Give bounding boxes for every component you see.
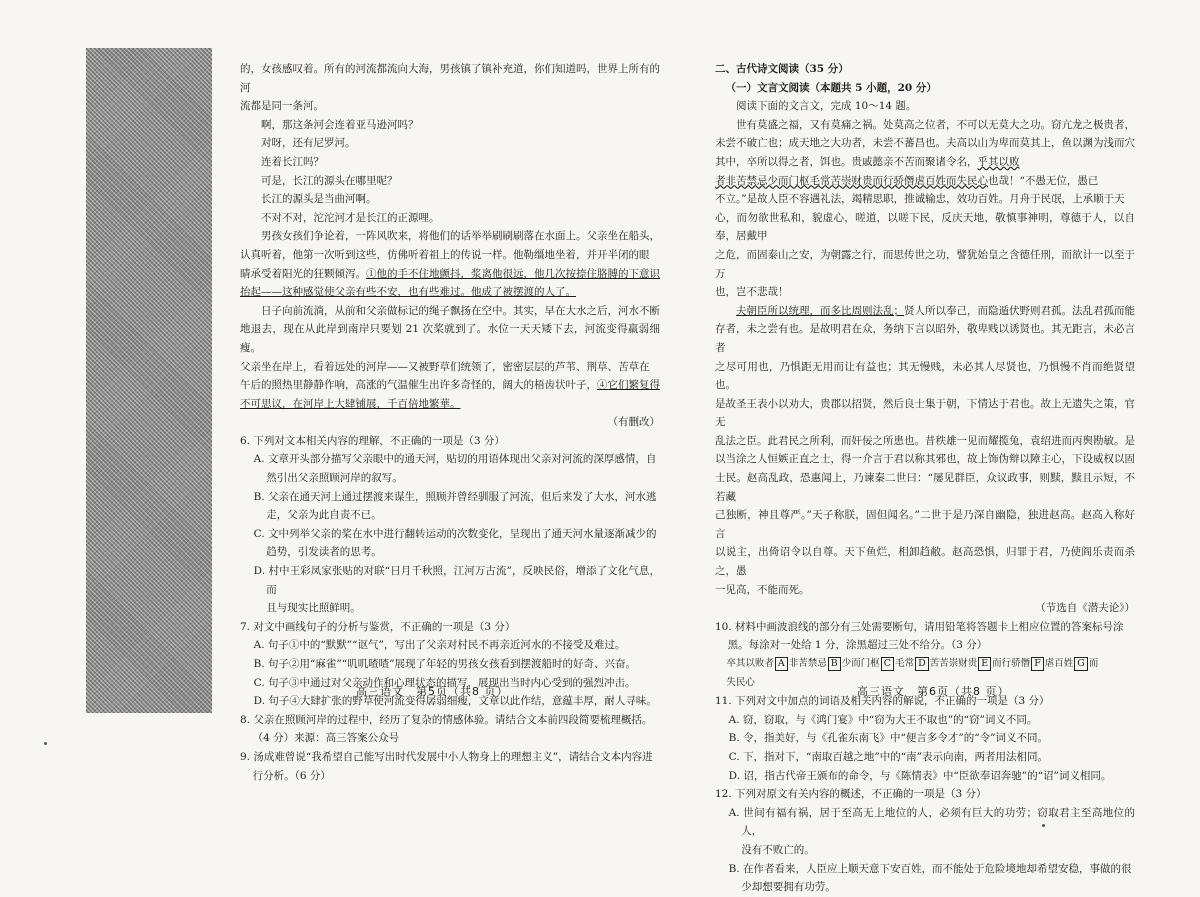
passage-line: 对呀，还有尼罗河。 — [261, 137, 356, 150]
q11-option-a: A. 窃，窃取，与《鸿门宴》中“窃为大王不取也”的“窃”词义不同。 — [728, 713, 1038, 726]
underlined-sentence-4: ④它们繁复得 — [597, 379, 660, 392]
passage-line: 男孩女孩们争论着，一阵风吹来，将他们的话举举刷刷刷落在水面上。父亲坐在船头， — [261, 230, 660, 243]
q10-phrase: 毛常 — [895, 658, 915, 669]
passage-text: 不立。”是故人臣不容遇礼法，竭精思职，推诚输忠，效功百姓。 — [715, 193, 1010, 206]
question-10-answer-line-cont: 失民心 — [726, 676, 755, 688]
q7-option-b: B. 句子②用“麻雀”“叽叽喳喳”展现了年轻的男孩女孩看到摆渡船时的好奇、兴奋。 — [253, 658, 637, 670]
question-10-stem: 10. 材料中画波浪线的部分有三处需要断句，请用铅笔将答题卡上相应位置的答案标号涂 — [715, 620, 1124, 633]
passage-line: 啊，那这条河会连着亚马逊河吗？ — [261, 118, 419, 131]
classical-passage-line — [715, 172, 1135, 191]
q7-option-a: A. 句子①中的“默默”“讴气”，写出了父亲对村民不再亲近河水的不接受及难过。 — [253, 639, 626, 652]
question-10-answer-line — [715, 655, 1135, 674]
q6-option-a: A. 文章开头部分描写父亲眼中的通天河，贴切的用语体现出父亲对河流的深厚感情，自 — [253, 453, 657, 466]
source-note: （有删改） — [607, 416, 660, 429]
q10-phrase: 而 — [1088, 658, 1099, 669]
passage-line: 日子向前流淌，从前和父亲做标记的绳子飘扬在空中。其实，早在大水之后，河水不断 — [261, 304, 660, 317]
q12-option-a-cont: 没有不败亡的。 — [741, 843, 815, 856]
classical-passage-line: 未尝不破亡也；成天地之大功者，未尝不蕃昌也。夫高以山为卑而莫其上，鱼以渊为浅而穴 — [715, 137, 1135, 150]
classical-passage-line: 以当涂之人恒嫉正直之士，得一介言于君以称其邪也，故上饰伪辩以障主心，下设威权以固 — [715, 453, 1135, 466]
right-page — [715, 60, 1135, 897]
underlined-sentence-4-cont: 不可思议，在河岸上大肆铺展，千百倍地繁華。 — [240, 397, 461, 410]
page-footer-left: 高三语文 第5页（共8 页） — [356, 685, 509, 698]
passage-line: 父亲坐在岸上，看着远处的河岸——又被野草们统领了，密密层层的芦苇、荆草、苦草在 — [240, 360, 650, 373]
passage-line — [240, 265, 660, 284]
classical-passage-line — [715, 153, 1135, 172]
classical-passage-line: 是故圣王表小以劝大，贵郡以招贤，然后良士集于朝，下情达于君也。故上无遗失之策，官无 — [715, 397, 1135, 429]
wavy-line-segment: 乎其以败 — [977, 155, 1020, 168]
classical-passage-line: 一见高，不能而死。 — [715, 583, 810, 596]
q12-option-b-cont: 少却想要拥有功劳。 — [741, 881, 836, 894]
q7-option-c: C. 句子③中通过对父亲动作和心理状态的描写，展现出当时内心受到的强烈冲击。 — [253, 676, 636, 689]
underlined-sentence-3: ①他的手不住地颤抖，浆离他很远，他几次按捺住胳膊的下意识 — [366, 267, 660, 280]
classical-passage-line: 世有莫盛之福，又有莫痛之祸。处莫高之位者，不可以无莫大之功。窃亢龙之极贵者， — [736, 118, 1135, 131]
q10-box-e: E — [978, 657, 991, 671]
q6-option-d-cont: 且与现实比照鲜明。 — [266, 602, 361, 615]
passage-line: 认真听着，他第一次听到这些，仿佛听着祖上的传说一样。他勒缰地坐着，并开半闭的眼 — [240, 248, 650, 261]
page-footer-right: 高三语文 第6页（共8 页） — [857, 685, 1010, 698]
instruction: 阅读下面的文言文，完成 10～14 题。 — [736, 100, 917, 113]
q10-phrase: 而行骄僭 — [992, 658, 1031, 669]
q12-option-b: B. 在作者看来，人臣应上顺天意下安百姓，而不能处于危险境地却希望安稳，事做的很 — [728, 862, 1132, 875]
classical-passage-line: 士民。赵高乱政，恐惠闻上，乃谏秦二世曰：“屡见群臣，众议政事，则黩，黩且示短，不若藏 — [715, 472, 1135, 503]
q6-option-b: B. 父亲在通天河上通过摆渡来谋生，照顾并曾经驯服了河流，但后来发了大水，河水逃 — [253, 490, 657, 503]
question-9-cont: 行分析。（6 分） — [252, 769, 331, 782]
passage-text: 午后的照热里静静作响，高涨的气温催生出许多奇怪的，阔大的梧齿状叶子， — [240, 379, 597, 392]
q10-box-b: B — [828, 657, 841, 671]
passage-line: 连着长江吗？ — [261, 155, 324, 168]
classical-passage-line: 以说主，出倚诏令以自尊。天下鱼烂，相卸趋敝。赵高恐惧，归罪于君，乃使阎乐责而杀之，愚 — [715, 546, 1135, 578]
q10-phrase: 卒其以败者 — [726, 658, 774, 669]
underlined-passage: 夫朝臣所以统理，而多比周则法乱； — [736, 304, 904, 317]
q10-box-a: A — [775, 657, 788, 671]
q12-option-a: A. 世间有福有祸，居于至高无上地位的人，必须有巨大的功劳；窃取君主至高地位的人， — [728, 806, 1135, 838]
q10-box-f: F — [1031, 657, 1044, 671]
q6-option-b-cont: 走，父亲为此自责不已。 — [266, 509, 382, 522]
passage-line: 可是，长江的源头在哪里呢？ — [261, 174, 398, 187]
q11-option-b: B. 令，指美好，与《孔雀东南飞》中“便言多令才”的“令”词义不同。 — [728, 732, 1049, 745]
underlined-sentence-3-cont: 抬起——这种感觉使父亲有些不安，也有些难过。他成了被摆渡的人了。 — [240, 286, 576, 299]
q6-option-d: D. 村中王彩凤家张贴的对联“日月千秋照，江河万古流”，反映民俗，增添了文化气息，而 — [253, 565, 660, 596]
classical-passage-line: 之尽可用也，乃惧距无用而让有益也；其无慢贱，未必其人尽贤也，乃惧慢不肖而绝贤望也。 — [715, 360, 1135, 392]
classical-passage-line: 之危，而固泰山之安，为朝露之行，而思传世之功，譬犹始皇之含德任刑，而欲计一以至于万 — [715, 248, 1135, 280]
passage-text: 睛承受着阳光的狂颗倾泻。 — [240, 267, 366, 280]
q6-option-c: C. 文中列举父亲的桨在水中进行翻转运动的次数变化，呈现出了通天河水量逐渐减少的 — [253, 527, 657, 540]
classical-passage-line: 己独断，神且尊严。”天子称朕，固但闻名。”二世于是乃深自幽隐，独进赵高。赵高入称好言 — [715, 509, 1135, 540]
wavy-line-segment: 者非苦禁忌少而门枢毛常苦崇财贵而行骄僭虐百姓而失民心 — [715, 174, 988, 187]
classical-passage-line: 乱法之臣。此君民之所利，而奸佞之所患也。昔秩雄一见而耀揽兔，袁绍进而丙舆勘敏。是 — [715, 434, 1135, 447]
passage-text: 月舟于民氓，上承顺于天 — [1009, 193, 1125, 206]
question-11-stem: 11. 下列对文中加点的词语及相关内容的解说，不正确的一项是（3 分） — [715, 695, 1050, 708]
q10-box-g: G — [1074, 657, 1088, 671]
binding-margin-pattern — [86, 48, 212, 713]
question-6-stem: 6. 下列对文本相关内容的理解，不正确的一项是（3 分） — [240, 434, 505, 447]
q10-phrase: 虐百姓 — [1044, 658, 1074, 669]
q10-box-d: D — [915, 657, 929, 671]
passage-text: 也哉！“不愚无位，愚已 — [988, 174, 1099, 187]
q7-option-d: D. 句子④大肆扩张的野草使河流变得孱弱细瘦，文章以此作结，意蕴丰厚，耐人寻味。 — [253, 695, 657, 708]
section-title: 二、古代诗文阅读（35 分） — [715, 63, 849, 75]
passage-line: 地退去，现在从此岸到南岸只要划 21 次桨就到了。水位一天天矮下去，河流变得羸弱细瘦。 — [240, 323, 660, 354]
passage-text: 其中，卒所以得之者，饵也。贵戚懿亲不苦而聚诸令名， — [715, 155, 978, 168]
q6-option-c-cont: 趋势，引发读者的思考。 — [266, 546, 382, 559]
passage-line: 的，女孩感叹着。所有的河流都流向大海，男孩镇了镇补充道，你们知道吗，世界上所有的河 — [240, 63, 660, 94]
q11-option-c: C. 下，指对下，“南取百越之地”中的“南”表示向南，两者用法相同。 — [728, 750, 1048, 763]
question-8-points: （4 分）来源：高三答案公众号 — [252, 732, 400, 745]
passage-line: 长江的源头是当曲河啊。 — [261, 193, 377, 206]
classical-passage-line: 也，岂不悲哉！ — [715, 286, 789, 299]
passage-line — [240, 376, 660, 395]
q10-phrase: 少而门枢 — [841, 658, 880, 669]
q10-phrase: 非苦禁忌 — [788, 658, 827, 669]
classical-passage-line — [715, 190, 1135, 209]
question-7-stem: 7. 对文中画线句子的分析与鉴赏，不正确的一项是（3 分） — [240, 620, 516, 633]
classical-passage-line — [715, 302, 1135, 321]
q10-phrase: 苦苦崇财贵 — [929, 658, 978, 669]
q6-option-a-cont: 然引出父亲照顾河岸的叙写。 — [266, 472, 403, 485]
question-8-stem: 8. 父亲在照顾河岸的过程中，经历了复杂的情感体验。请结合文本前四段简要梳理概括。 — [240, 713, 653, 726]
passage-text: 贤人所以奉己，而隐遁伏野则君孤。法乱君孤而能 — [904, 304, 1135, 317]
question-12-stem: 12. 下列对原文有关内容的概述，不正确的一项是（3 分） — [715, 788, 987, 801]
q11-option-d: D. 诏，指古代帝王颁布的命令，与《陈情表》中“臣欲奉诏奔驰”的“诏”词义相同。 — [728, 769, 1112, 782]
q10-box-c: C — [881, 657, 894, 671]
scan-speck — [1042, 824, 1045, 827]
passage-line: 不对不对，沱沱河才是长江的正源哩。 — [261, 211, 440, 224]
left-page — [240, 60, 660, 785]
classical-passage-line: 心，而勿欲世私和，貌虚心，嗟道，以嗟下民，反庆天地，敬慎事神明，尊德于人，以自奉，居戴甲 — [715, 211, 1135, 243]
classical-passage-line: 存者，未之尝有也。是故明君在众，务纳下言以昭外，敬卑贱以诱贤也。其无距言，未必言者 — [715, 323, 1135, 354]
question-10-stem-cont: 黑。每涂对一处给 1 分，涂黑超过三处不给分。（3 分） — [727, 639, 988, 652]
question-9-stem: 9. 汤成难曾说“我希望自己能写出时代发展中小人物身上的理想主义”，请结合文本内容进 — [240, 750, 653, 763]
subsection-title: （一）文言文阅读（本题共 5 小题，20 分） — [725, 81, 937, 94]
source-note: （节选自《潜夫论》） — [1035, 602, 1135, 615]
passage-line: 流都是同一条河。 — [240, 100, 324, 113]
scan-speck — [44, 742, 47, 745]
